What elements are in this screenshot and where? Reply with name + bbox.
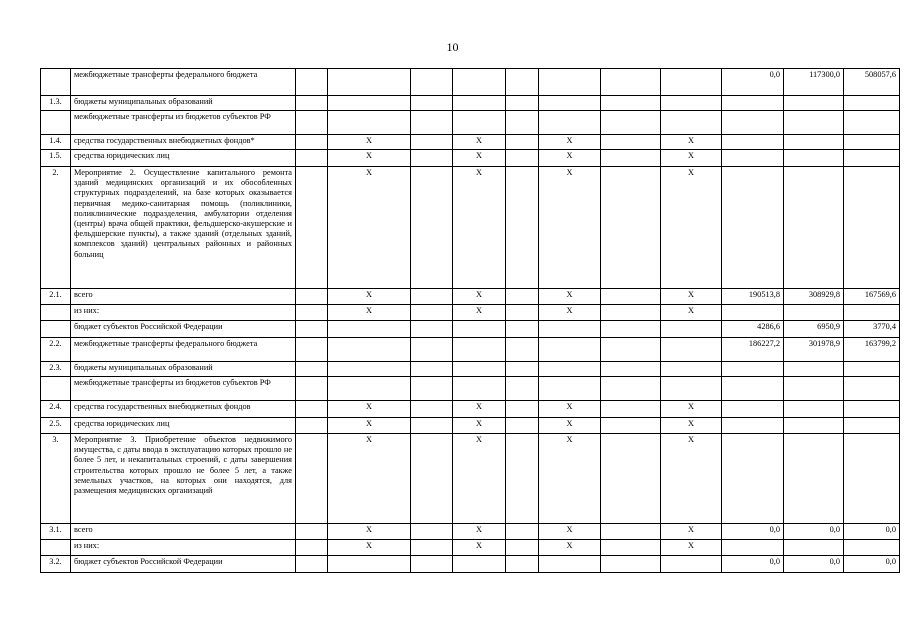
- blank-cell: [296, 362, 328, 377]
- table-row: [41, 289, 900, 305]
- value-cell: [844, 305, 900, 321]
- x-mark-cell: [661, 377, 722, 401]
- blank-cell: [601, 401, 661, 418]
- table-row: [41, 540, 900, 556]
- x-mark-cell: [328, 556, 411, 573]
- value-cell: 308929,8: [784, 289, 844, 305]
- blank-cell: [296, 524, 328, 540]
- x-mark-cell: [453, 321, 506, 338]
- value-cell: [844, 111, 900, 135]
- blank-cell: [411, 418, 453, 434]
- x-mark-cell: X: [661, 167, 722, 289]
- blank-cell: [296, 540, 328, 556]
- x-mark-cell: [661, 111, 722, 135]
- value-cell: [844, 150, 900, 167]
- value-cell: [784, 434, 844, 524]
- value-cell: 301978,9: [784, 338, 844, 362]
- x-mark-cell: X: [328, 150, 411, 167]
- blank-cell: [601, 150, 661, 167]
- blank-cell: [506, 434, 539, 524]
- table-row: [41, 69, 900, 96]
- row-description-cell: Мероприятие 3. Приобретение объектов недвижимого имущества, с даты ввода в эксплуатацию которых прошло не более 5 лет, и некапитальных строений, с даты завершения строительства которых прошло не более 5 лет, а также земельных участков, на которых они находятся, для размещения медицинских организаций: [71, 434, 296, 524]
- value-cell: [784, 401, 844, 418]
- x-mark-cell: [539, 96, 601, 111]
- x-mark-cell: X: [661, 434, 722, 524]
- value-cell: [784, 150, 844, 167]
- table-row: [41, 418, 900, 434]
- x-mark-cell: X: [453, 418, 506, 434]
- x-mark-cell: [328, 69, 411, 96]
- table-row: [41, 524, 900, 540]
- blank-cell: [411, 321, 453, 338]
- x-mark-cell: [328, 96, 411, 111]
- x-mark-cell: X: [328, 418, 411, 434]
- blank-cell: [411, 338, 453, 362]
- blank-cell: [296, 321, 328, 338]
- blank-cell: [601, 556, 661, 573]
- blank-cell: [601, 69, 661, 96]
- x-mark-cell: [453, 111, 506, 135]
- value-cell: [722, 305, 784, 321]
- x-mark-cell: X: [661, 150, 722, 167]
- row-number-cell: [41, 69, 71, 96]
- row-description-cell: межбюджетные трансферты из бюджетов субъектов РФ: [71, 377, 296, 401]
- x-mark-cell: X: [328, 135, 411, 150]
- row-number-cell: 2.3.: [41, 362, 71, 377]
- table-row: [41, 556, 900, 573]
- value-cell: [844, 377, 900, 401]
- x-mark-cell: [328, 321, 411, 338]
- value-cell: [844, 362, 900, 377]
- blank-cell: [601, 305, 661, 321]
- x-mark-cell: [661, 556, 722, 573]
- row-description-cell: из них:: [71, 305, 296, 321]
- x-mark-cell: X: [453, 150, 506, 167]
- value-cell: 0,0: [722, 69, 784, 96]
- blank-cell: [296, 111, 328, 135]
- row-number-cell: 3.2.: [41, 556, 71, 573]
- blank-cell: [411, 69, 453, 96]
- row-description-cell: межбюджетные трансферты из бюджетов субъектов РФ: [71, 111, 296, 135]
- value-cell: [784, 167, 844, 289]
- x-mark-cell: [328, 338, 411, 362]
- blank-cell: [411, 96, 453, 111]
- blank-cell: [411, 556, 453, 573]
- row-description-cell: бюджеты муниципальных образований: [71, 362, 296, 377]
- blank-cell: [601, 135, 661, 150]
- x-mark-cell: X: [661, 540, 722, 556]
- x-mark-cell: X: [661, 135, 722, 150]
- row-description-cell: средства государственных внебюджетных фондов*: [71, 135, 296, 150]
- blank-cell: [411, 167, 453, 289]
- x-mark-cell: X: [328, 289, 411, 305]
- blank-cell: [601, 362, 661, 377]
- row-number-cell: [41, 111, 71, 135]
- value-cell: [784, 418, 844, 434]
- value-cell: [844, 418, 900, 434]
- value-cell: [784, 362, 844, 377]
- row-number-cell: 3.: [41, 434, 71, 524]
- x-mark-cell: [539, 556, 601, 573]
- x-mark-cell: [453, 338, 506, 362]
- x-mark-cell: X: [539, 401, 601, 418]
- x-mark-cell: [539, 338, 601, 362]
- row-description-cell: средства юридических лиц: [71, 150, 296, 167]
- blank-cell: [506, 150, 539, 167]
- x-mark-cell: [539, 111, 601, 135]
- blank-cell: [601, 434, 661, 524]
- value-cell: [722, 401, 784, 418]
- x-mark-cell: [661, 69, 722, 96]
- x-mark-cell: X: [453, 135, 506, 150]
- x-mark-cell: [328, 111, 411, 135]
- value-cell: [784, 135, 844, 150]
- value-cell: [722, 167, 784, 289]
- x-mark-cell: X: [453, 524, 506, 540]
- value-cell: [784, 96, 844, 111]
- blank-cell: [506, 305, 539, 321]
- value-cell: [722, 96, 784, 111]
- blank-cell: [296, 434, 328, 524]
- value-cell: 4286,6: [722, 321, 784, 338]
- row-description-cell: бюджет субъектов Российской Федерации: [71, 321, 296, 338]
- table-row: [41, 305, 900, 321]
- value-cell: [722, 111, 784, 135]
- row-number-cell: 3.1.: [41, 524, 71, 540]
- blank-cell: [506, 362, 539, 377]
- blank-cell: [411, 135, 453, 150]
- x-mark-cell: [328, 362, 411, 377]
- table-row: [41, 401, 900, 418]
- x-mark-cell: [661, 338, 722, 362]
- value-cell: [844, 434, 900, 524]
- row-description-cell: Мероприятие 2. Осуществление капитального ремонта зданий медицинских организаций и их обособленных структурных подразделений, на базе которых оказывается первичная медико-санитарная помощь (поликлиники, поликлинические подразделения, амбулатории отделения (центры) врача общей практики, фельдшерско-акушерские и фельдшерские пункты), а также зданий (отдельных зданий, комплексов зданий) центральных районных и районных больниц: [71, 167, 296, 289]
- value-cell: [722, 434, 784, 524]
- row-description-cell: межбюджетные трансферты федерального бюджета: [71, 338, 296, 362]
- x-mark-cell: X: [539, 167, 601, 289]
- value-cell: [722, 540, 784, 556]
- x-mark-cell: X: [661, 305, 722, 321]
- row-number-cell: 2.5.: [41, 418, 71, 434]
- row-number-cell: 1.3.: [41, 96, 71, 111]
- blank-cell: [506, 540, 539, 556]
- blank-cell: [411, 362, 453, 377]
- x-mark-cell: X: [661, 418, 722, 434]
- x-mark-cell: X: [539, 135, 601, 150]
- x-mark-cell: X: [328, 524, 411, 540]
- blank-cell: [296, 69, 328, 96]
- blank-cell: [601, 418, 661, 434]
- blank-cell: [296, 418, 328, 434]
- blank-cell: [296, 150, 328, 167]
- value-cell: [722, 362, 784, 377]
- x-mark-cell: X: [539, 540, 601, 556]
- x-mark-cell: [661, 321, 722, 338]
- row-number-cell: 2.4.: [41, 401, 71, 418]
- value-cell: [784, 111, 844, 135]
- row-number-cell: 2.1.: [41, 289, 71, 305]
- x-mark-cell: [453, 362, 506, 377]
- funding-table: [40, 68, 900, 573]
- value-cell: 3770,4: [844, 321, 900, 338]
- x-mark-cell: [661, 362, 722, 377]
- table-row: [41, 338, 900, 362]
- value-cell: [722, 150, 784, 167]
- x-mark-cell: X: [661, 289, 722, 305]
- value-cell: 167569,6: [844, 289, 900, 305]
- blank-cell: [296, 377, 328, 401]
- blank-cell: [411, 524, 453, 540]
- x-mark-cell: X: [453, 434, 506, 524]
- table-row: [41, 111, 900, 135]
- value-cell: 508057,6: [844, 69, 900, 96]
- x-mark-cell: X: [661, 524, 722, 540]
- x-mark-cell: [453, 377, 506, 401]
- blank-cell: [411, 111, 453, 135]
- blank-cell: [506, 321, 539, 338]
- blank-cell: [506, 377, 539, 401]
- blank-cell: [506, 556, 539, 573]
- blank-cell: [506, 338, 539, 362]
- blank-cell: [601, 289, 661, 305]
- blank-cell: [411, 289, 453, 305]
- value-cell: 6950,9: [784, 321, 844, 338]
- blank-cell: [601, 167, 661, 289]
- x-mark-cell: [539, 321, 601, 338]
- x-mark-cell: X: [539, 289, 601, 305]
- blank-cell: [296, 401, 328, 418]
- blank-cell: [411, 401, 453, 418]
- value-cell: 190513,8: [722, 289, 784, 305]
- value-cell: [844, 167, 900, 289]
- x-mark-cell: X: [328, 540, 411, 556]
- blank-cell: [601, 524, 661, 540]
- value-cell: [844, 96, 900, 111]
- blank-cell: [506, 69, 539, 96]
- value-cell: [722, 377, 784, 401]
- row-number-cell: 2.: [41, 167, 71, 289]
- row-number-cell: [41, 305, 71, 321]
- x-mark-cell: X: [328, 401, 411, 418]
- blank-cell: [296, 289, 328, 305]
- value-cell: 117300,0: [784, 69, 844, 96]
- blank-cell: [296, 96, 328, 111]
- blank-cell: [506, 135, 539, 150]
- blank-cell: [296, 167, 328, 289]
- value-cell: [722, 418, 784, 434]
- row-number-cell: 1.4.: [41, 135, 71, 150]
- table-row: [41, 96, 900, 111]
- x-mark-cell: [453, 69, 506, 96]
- table-row: [41, 135, 900, 150]
- value-cell: 0,0: [844, 524, 900, 540]
- row-number-cell: 1.5.: [41, 150, 71, 167]
- x-mark-cell: X: [453, 167, 506, 289]
- row-description-cell: из них:: [71, 540, 296, 556]
- table-body: [41, 69, 900, 573]
- blank-cell: [296, 135, 328, 150]
- value-cell: 0,0: [722, 524, 784, 540]
- value-cell: [784, 377, 844, 401]
- blank-cell: [601, 377, 661, 401]
- table-row: [41, 362, 900, 377]
- value-cell: [844, 540, 900, 556]
- value-cell: [784, 305, 844, 321]
- x-mark-cell: X: [328, 434, 411, 524]
- x-mark-cell: X: [539, 305, 601, 321]
- blank-cell: [601, 321, 661, 338]
- value-cell: 186227,2: [722, 338, 784, 362]
- x-mark-cell: X: [453, 305, 506, 321]
- page-number: 10: [446, 40, 459, 54]
- blank-cell: [411, 540, 453, 556]
- value-cell: 0,0: [722, 556, 784, 573]
- blank-cell: [506, 96, 539, 111]
- row-description-cell: средства юридических лиц: [71, 418, 296, 434]
- blank-cell: [506, 401, 539, 418]
- value-cell: 0,0: [784, 524, 844, 540]
- x-mark-cell: [453, 556, 506, 573]
- x-mark-cell: X: [453, 289, 506, 305]
- row-description-cell: бюджет субъектов Российской Федерации: [71, 556, 296, 573]
- row-description-cell: средства государственных внебюджетных фондов: [71, 401, 296, 418]
- x-mark-cell: [539, 69, 601, 96]
- value-cell: [784, 540, 844, 556]
- value-cell: [844, 401, 900, 418]
- x-mark-cell: X: [453, 401, 506, 418]
- table-row: [41, 321, 900, 338]
- row-number-cell: [41, 540, 71, 556]
- blank-cell: [296, 338, 328, 362]
- x-mark-cell: [539, 362, 601, 377]
- blank-cell: [601, 96, 661, 111]
- value-cell: [844, 135, 900, 150]
- blank-cell: [506, 524, 539, 540]
- table-row: [41, 434, 900, 524]
- x-mark-cell: [539, 377, 601, 401]
- x-mark-cell: X: [539, 524, 601, 540]
- blank-cell: [601, 540, 661, 556]
- x-mark-cell: [453, 96, 506, 111]
- blank-cell: [601, 111, 661, 135]
- row-description-cell: всего: [71, 524, 296, 540]
- x-mark-cell: X: [661, 401, 722, 418]
- x-mark-cell: X: [328, 305, 411, 321]
- row-description-cell: бюджеты муниципальных образований: [71, 96, 296, 111]
- blank-cell: [601, 338, 661, 362]
- table-row: [41, 167, 900, 289]
- value-cell: 0,0: [784, 556, 844, 573]
- blank-cell: [411, 377, 453, 401]
- blank-cell: [411, 150, 453, 167]
- blank-cell: [296, 305, 328, 321]
- blank-cell: [506, 111, 539, 135]
- value-cell: 0,0: [844, 556, 900, 573]
- x-mark-cell: X: [328, 167, 411, 289]
- row-description-cell: межбюджетные трансферты федерального бюджета: [71, 69, 296, 96]
- blank-cell: [296, 556, 328, 573]
- blank-cell: [411, 434, 453, 524]
- row-number-cell: [41, 321, 71, 338]
- x-mark-cell: [661, 96, 722, 111]
- x-mark-cell: X: [539, 418, 601, 434]
- value-cell: [722, 135, 784, 150]
- value-cell: 163799,2: [844, 338, 900, 362]
- blank-cell: [411, 305, 453, 321]
- x-mark-cell: X: [539, 150, 601, 167]
- row-number-cell: [41, 377, 71, 401]
- blank-cell: [506, 418, 539, 434]
- table-row: [41, 150, 900, 167]
- blank-cell: [506, 289, 539, 305]
- row-description-cell: всего: [71, 289, 296, 305]
- x-mark-cell: X: [539, 434, 601, 524]
- x-mark-cell: [328, 377, 411, 401]
- row-number-cell: 2.2.: [41, 338, 71, 362]
- x-mark-cell: X: [453, 540, 506, 556]
- table-row: [41, 377, 900, 401]
- blank-cell: [506, 167, 539, 289]
